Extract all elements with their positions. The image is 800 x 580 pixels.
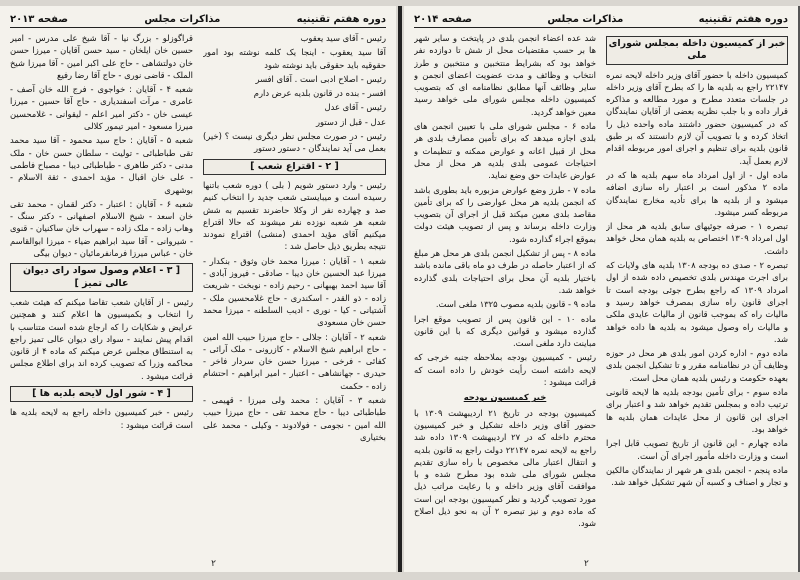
paragraph: ماده ۱۰ - این قانون پس از تصویب موقع اجرا گذارده میشود و قوانین دیگری که با این قانون مباینت دارد ملغی است. [414,313,596,349]
paragraph: رئیس - کمیسیون بودجه بملاحظه جنبه خرجی که لایحه داشته است رأیت خودش را داده است که قرائت میشود : [414,352,596,388]
paragraph: شعبه ۳ - آقایان : محمد ولی میرزا - قهیمی - طباطبائی دیبا - حاج محمد تقی - حاج میرزا حبیب الله امین - نجومی - فولادوند - وکیلی - محمد علی بختیاری [203,395,386,442]
paragraph: ماده سوم - برای تأمین بودجه بلدیه ها لایحه قانونی ترتیب داده و بمجلس تقدیم خواهد شد و اعتبار برای اجرای این قانون از محل عایدات همان بلدیه ها خواهد بود. [606,387,788,434]
left-page-header [414,14,788,28]
paragraph: رئیس - خبر کمیسیون داخله راجع به لایحه بلدیه ها است قرائت میشود : [10,407,193,430]
paragraph: رئیس - اصلاح ادبی است . آقای افسر [255,73,386,84]
right-page-label: صفحه ۲۰۱۳ [10,14,69,25]
left-page-column-left [414,32,596,562]
paragraph: ماده ۷ - طرز وضع عوارض مزبوره باید بطوری باشد که انجمن بلدیه هر محل عوارضی را که برای تأمین مقاصد بلدی معین میکند قبل از اجرای آن بتصویب وزارت داخله برساند و پس از تصویب هیئت دولت بموقع اجراء گذارده شود. [414,184,596,244]
paragraph: شعبه ۵ - آقایان : حاج سید محمود - آقا سید محمد تقی طباطبائی - تولیت - سلطان حسن خان - ملک مدنی - دکتر طاهری - طباطبائی دیبا - مصباح فاطمی - علی خان اقبال - مؤید احمدی - ثقة الاسلام - بوشهری [10,135,193,195]
paragraph: شد عده اعضاء انجمن بلدی در پایتخت و سایر شهر ها بر حسب مقتضیات محل از شش تا دوازده نفر خواهد بود که بشرایط منتخبین و منتخبین و طرز انتخاب و وظائف و مدت عضویت اعضای انجمن و سایر وظائف آنها مطابق نظامنامه ای که بتصویب کمیسیون داخله مجلس شورای ملی خواهد رسید معین خواهد گردید. [414,33,596,117]
paragraph: رئیس - از آقایان شعب تقاضا میکنم که هیئت شعب را انتخاب و بکمیسیون ها اعلام کنند و همچنین عرایض و شکایات را که ارجاع شده است متناسب با اقدام پیش نمایند - سواد رای دیوان عالی تمیز راجع به استنطاق مجلس عرض میکنم که ماده ۴ از قانون محاکمه وزرا که تصویب کرده اند برای اطلاع مجلس قرائت میشود . [10,296,193,381]
left-page-label: صفحه ۲۰۱۴ [414,14,473,25]
paragraph: رئیس - آقای عدل [324,102,386,113]
right-page-number: ۲ [211,559,216,569]
paragraph: کمیسیون داخله با حضور آقای وزیر داخله لایحه نمره ۲۲۱۴۷ راجع به بلدیه ها را که بطرح آقای وزیر داخله در جلسات متعدد مطرح و مورد مطالعه و مذاکره قرار داده و با جلب نظریه بعضی از آقایان نمایندگان که در کمیسیون حضور داشتند ماده واحده ذیل را اتخاذ کرده و با تصویب آن لازم دانستند که بر طبق قانون بلدیه برای تنظیم و اجرای امور مربوطه اقدام لازم بعمل آید. [606,69,788,166]
left-session-label: دوره هفتم تقنینیه [698,14,788,25]
section-title: [ ۳ - اعلام وصول سواد رای دیوان عالی تمیز ] [10,263,193,292]
paragraph: رئیس - وارد دستور شویم ( بلی ) دوره شعب باتنها رسیده است و میبایستی شعب جدید را انتخاب کنیم صد و چهارده نفر از وکلا حاضرند تقسیم به شش شعبه هر شعبه نوزده نفر میشوند که حالا اقتراع میکنیم آقای مؤید احمدی (منشی) اقتراع نمودند نتیجه بطریق ذیل حاصل شد : [203,179,386,252]
left-title: مذاکرات مجلس [547,14,624,25]
paragraph: کمیسیون بودجه در تاریخ ۲۱ اردیبهشت ۱۳۰۹ با حضور آقای وزیر داخله تشکیل و خبر کمیسیون محترم داخله که در ۲۷ اردیبهشت ۱۳۰۹ داده شد راجع به لایحه نمره ۲۲۱۴۷ دولت راجع به قانون بلدیه و انتقال اعتبار مالی مخصوص با راه سازی تقدیم مجلس شورای ملی شده بود مطرح شده و با موافقت آقای وزیر داخله و با رعایت مراتب ذیل مورد تصویب گردید و نظر کمیسیون بودجه این است که ماده دوم و نیز تبصره ۲ آن به نحو ذیل اصلاح شود. [414,407,596,529]
paragraph: افسر - بنده در قانون بلدیه عرض دارم [253,88,386,99]
book-gutter [398,6,402,572]
paragraph: قراگوزلو - بزرگ نیا - آقا شیخ علی مدرس - امیر حسین خان ایلخان - سید حسن آقایان - میرزا حسن خان دولتشاهی - حاج علی اکبر امین - آقا میرزا شیخ الملک - قاضی نوری - حاج آقا رضا رفیع [10,33,193,80]
paragraph: شعبه ۱ - آقایان : میرزا محمد خان وثوق - بنکدار - میرزا عبد الحسین خان دیبا - صادقی - فیروز آبادی - آقا سید احمد بهبهانی - رحیم زاده - نوبخت - شریعت زاده - ذو القدر - اسکندری - حاج غلامحسین ملک - آشتیانی - کیا - نوری - ادیب السلطنه - میرزا محمد حسن خان مسعودی [203,255,386,328]
right-title: مذاکرات مجلس [144,14,221,25]
section-title: خبر از کمیسیون داخله بمجلس شورای ملی [606,36,788,65]
section-title: [ ۴ - شور اول لایحه بلدیه ها ] [10,386,193,402]
left-page-columns [414,32,788,562]
paragraph: شعبه ۲ - آقایان : جلالی - حاج میرزا حبیب الله امین - حاج ابراهیم شیخ الاسلام - کازرونی - ملک آرائی - کفائی - فرخی - میرزا حسن خان سردار فاخر - حیدری - جهانشاهی - اعتبار - امیر ابراهیم - احتشام زاده - حکمت [203,331,386,391]
right-session-label: دوره هفتم تقنینیه [296,14,386,25]
left-page [404,6,800,572]
paragraph: آقا سید یعقوب - اینجا یک کلمه نوشته بود امور حقوقیه باید حقوقی باید نوشته شود [203,47,386,70]
paragraph: ماده ۹ - قانون بلدیه مصوب ۱۳۲۵ ملغی است. [435,299,596,310]
paragraph: شعبه ۶ - آقایان : اعتبار - دکتر لقمان - محمد تقی خان اسعد - شیخ الاسلام اصفهانی - دکتر سنگ - وهاب زاده - ملک زاده - سهراب خان ساکنیان - قنوی - شیروانی - آقا سید ابراهیم ضیاء - میرزا ابوالقاسم خان - عباس میرزا فرمانفرمائیان - دیوان بیگی [10,198,193,259]
paragraph: عدل - قبل از دستور [315,116,386,127]
right-page-column-left [10,32,193,562]
centered-heading: خبر کمیسیون بودجه [463,392,547,403]
paragraph: ماده ۶ - مجلس شورای ملی با تعیین انجمن های بلدی اجازه میدهد که برای تأمین مصارف بلدی هر محل از قبیل اعانه و عوارض ممکنه و تنظیمات و احتیاجات عمومی بلدی بلدیه هر محل از محل عوارض عایدات حق وضع نماید. [414,121,596,181]
right-page-column-right [203,32,386,562]
left-page-number: ۲ [584,559,589,569]
paragraph: رئیس - آقای سید یعقوب [300,33,386,43]
paragraph: ماده چهارم - این قانون از تاریخ تصویب قابل اجرا است و وزارت داخله مأمور اجرای آن است. [606,438,788,461]
right-page [0,6,396,572]
right-page-columns [10,32,386,562]
paragraph: ماده دوم - اداره کردن امور بلدی هر محل در حوزه وظایف آن در نظامنامه مقرر و تا تشکیل انجمن بلدی بعهده حکومت و رئیس بلدیه همان محل است. [606,348,788,383]
section-title: [ ۲ - اقتراع شعب ] [203,159,386,175]
right-page-header [10,14,386,28]
paragraph: تبصره ۱ - صرفه جوئیهای سابق بلدیه هر محل از اول امرداد ۱۳۰۹ اختصاص به بلدیه همان محل خواهد داشت. [606,221,788,256]
paragraph: شعبه ۴ - آقایان : خواجوی - فرج الله خان آصف - عامری - مرآت اسفندیاری - حاج آقا حسین - میرزا عیسی خان - دکتر امیر اعلم - لیقوانی - غلامحسین میرزا مسعود - امیر تیمور کلالی [10,84,193,132]
paragraph: ماده ۸ - پس از تشکیل انجمن بلدی هر محل هر مبلغ که از اعتبار حاصله در طرف دو ماه باقی مانده باشد باختیار بلدیه آن محل برای احتیاجات بلدی گذارده خواهد شد. [414,248,596,295]
paragraph: رئیس - در صورت مجلس نظر دیگری نیست ؟ (خیر) بعمل می آید نمایندگان - دستور دستور [203,131,386,154]
paragraph: ماده اول - از اول امرداد ماه سهم بلدیه ها که در ماده ۲ مذکور است بر اعتبار راه سازی اضافه میشود و از بلدیه ها برای تأدیه مخارج نمایندگان مربوطه کسر میشود. [606,169,788,217]
paragraph: تبصره ۲ - صدی ده بودجه ۱۳۰۸ بلدیه های ولایات که برای اجرت مهندس بلدی تخصیص داده شده از اول امرداد ۱۳۰۹ که راجع بطرح جوئی بودجه است تا اجرای قانون راه سازی بمصرف خواهد رسید و مالیات راه که بموجب قانون از مالیات عایدی ملکی و مالیات راه وصول میشود به بلدیه ها داده خواهد شد. [606,260,788,344]
paragraph: ماده پنجم - انجمن بلدی هر شهر از نمایندگان مالکین و تجار و اصناف و کسبه آن شهر تشکیل خواهد شد. [606,464,788,488]
left-page-column-right [606,32,788,562]
